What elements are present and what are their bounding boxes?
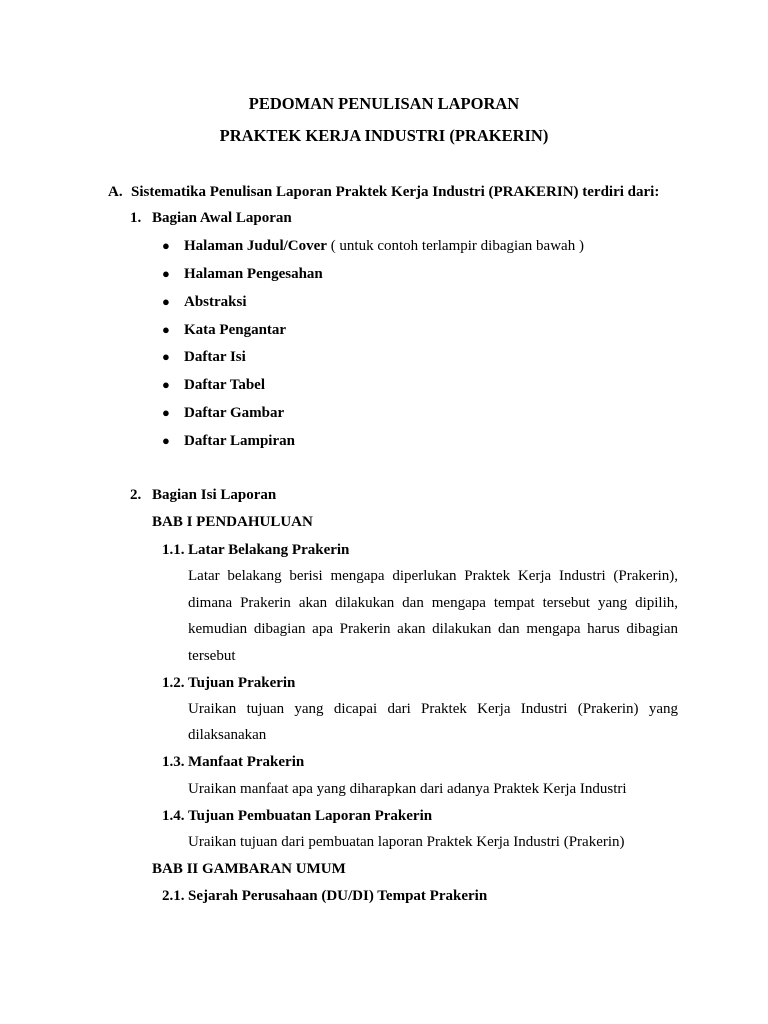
section-1-2-text-line: dilaksanakan <box>188 727 267 743</box>
list-item-label: Daftar Tabel <box>184 377 265 393</box>
bullet-icon: ● <box>162 349 170 364</box>
section-1-2-text-line: Uraikan tujuan yang dicapai dari Praktek Kerja Industri (Prakerin) yang <box>188 701 678 717</box>
section-1-1-text-line: kemudian dibagian apa Prakerin akan dilakukan dan mengapa harus dibagian <box>188 621 678 637</box>
bullet-icon: ● <box>162 405 170 420</box>
list-item-label: Daftar Gambar <box>184 405 285 421</box>
part1-heading: Bagian Awal Laporan <box>152 210 292 226</box>
section-1-4-title: Tujuan Pembuatan Laporan Prakerin <box>188 808 433 824</box>
part2-number: 2. <box>130 487 142 503</box>
document-title-line1: PEDOMAN PENULISAN LAPORAN <box>248 94 520 113</box>
bullet-icon: ● <box>162 294 170 309</box>
section-1-2-number: 1.2. <box>162 675 185 691</box>
list-item-label: Halaman Pengesahan <box>184 266 323 282</box>
section-1-4-text-line: Uraikan tujuan dari pembuatan laporan Praktek Kerja Industri (Prakerin) <box>188 834 625 850</box>
section-1-1-text-line: tersebut <box>188 648 236 664</box>
bab1-heading: BAB I PENDAHULUAN <box>152 514 313 530</box>
section-1-4-number: 1.4. <box>162 808 185 824</box>
bullet-icon: ● <box>162 322 170 337</box>
section-1-2-title: Tujuan Prakerin <box>188 675 296 691</box>
document-title-line2: PRAKTEK KERJA INDUSTRI (PRAKERIN) <box>219 126 549 145</box>
bullet-icon: ● <box>162 377 170 392</box>
list-item-label: Daftar Isi <box>184 349 246 365</box>
list-item-label: Halaman Judul/Cover <box>184 238 327 254</box>
bullet-icon: ● <box>162 266 170 281</box>
section-1-3-text-line: Uraikan manfaat apa yang diharapkan dari adanya Praktek Kerja Industri <box>188 781 627 797</box>
bullet-icon: ● <box>162 238 170 253</box>
section-1-1-number: 1.1. <box>162 542 185 558</box>
list-item-label: Kata Pengantar <box>184 322 287 338</box>
section-1-1-text-line: Latar belakang berisi mengapa diperlukan Praktek Kerja Industri (Prakerin), <box>188 568 678 584</box>
list-item-label: Abstraksi <box>184 294 247 310</box>
section-a-heading: Sistematika Penulisan Laporan Praktek Kerja Industri (PRAKERIN) terdiri dari: <box>131 184 660 200</box>
part1-number: 1. <box>130 210 142 226</box>
section-1-1-title: Latar Belakang Prakerin <box>188 542 350 558</box>
section-2-1-title: Sejarah Perusahaan (DU/DI) Tempat Prakerin <box>188 888 488 904</box>
bab2-heading: BAB II GAMBARAN UMUM <box>152 861 346 877</box>
list-item-note: ( untuk contoh terlampir dibagian bawah ) <box>326 238 584 254</box>
section-2-1-number: 2.1. <box>162 888 185 904</box>
part2-heading: Bagian Isi Laporan <box>152 487 277 503</box>
section-1-3-title: Manfaat Prakerin <box>188 754 305 770</box>
section-1-3-number: 1.3. <box>162 754 185 770</box>
section-1-1-text-line: dimana Prakerin akan dilakukan dan mengapa tempat tersebut yang dipilih, <box>188 595 678 611</box>
section-a-marker: A. <box>108 184 123 200</box>
list-item-label: Daftar Lampiran <box>184 433 295 449</box>
bullet-icon: ● <box>162 433 170 448</box>
